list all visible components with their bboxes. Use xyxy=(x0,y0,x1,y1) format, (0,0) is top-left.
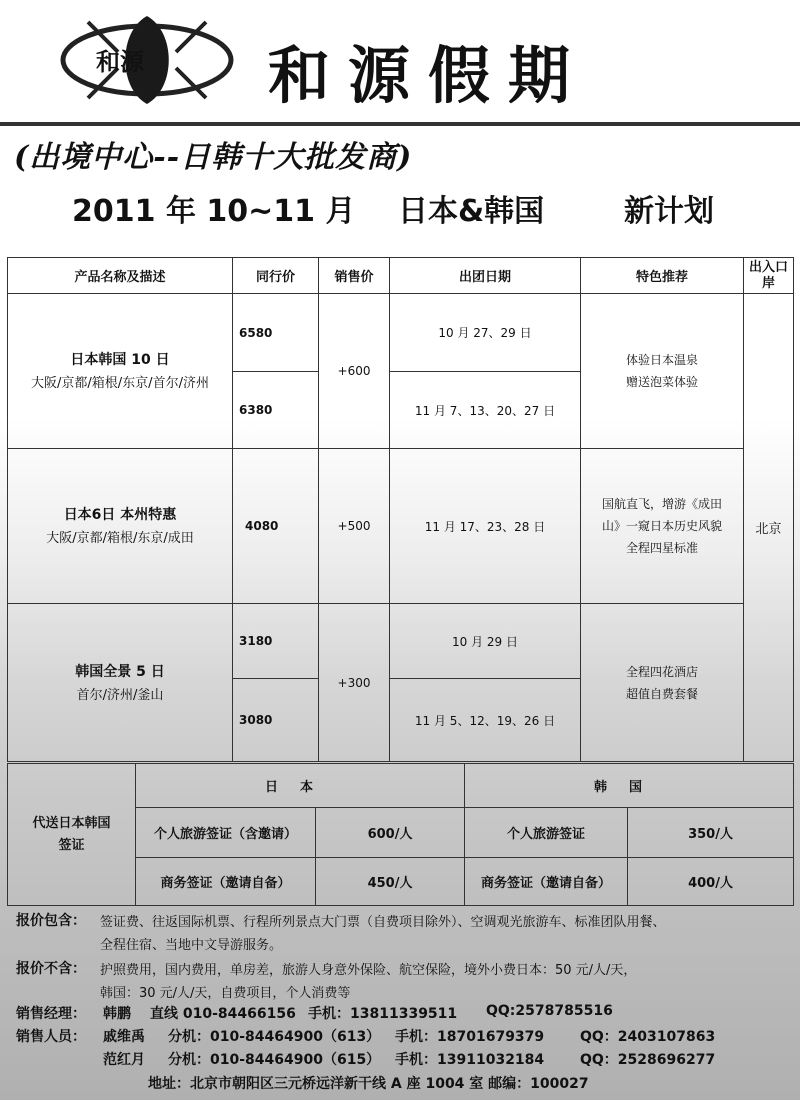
feature-cell xyxy=(581,604,744,762)
feature-line: 全程四星标准 xyxy=(625,541,698,555)
staff-name: 范红月 xyxy=(103,1052,145,1068)
product-name: 日本韩国 10 日 xyxy=(70,352,170,368)
brand-name: 和源假期 xyxy=(268,39,589,112)
product-table xyxy=(7,257,794,762)
visa-table xyxy=(7,763,794,906)
visa-japan-header: 日本 xyxy=(136,764,465,808)
feature-line: 山》一窥日本历史风貌 xyxy=(601,519,722,533)
visa-label xyxy=(8,764,136,906)
staff-ext: 分机：010-84464900（615） xyxy=(168,1052,381,1068)
product-desc: 首尔/济州/釜山 xyxy=(76,687,164,703)
feature-line: 体验日本温泉 xyxy=(625,353,698,367)
departure-date: 10 月 27、29 日 xyxy=(390,294,581,372)
visa-price: 600/人 xyxy=(316,808,465,858)
sale-price: +500 xyxy=(319,449,390,604)
visa-type: 商务签证（邀请自备） xyxy=(136,858,316,906)
col-sale-price: 销售价 xyxy=(319,258,390,294)
col-port: 出入口岸 xyxy=(744,258,794,294)
table-header-row xyxy=(8,258,794,294)
price-excludes-text: 韩国：30 元/人/天，自费项目，个人消费等 xyxy=(100,986,351,1001)
feature-cell xyxy=(581,449,744,604)
feature-line: 赠送泡菜体验 xyxy=(625,375,698,389)
sale-price: +600 xyxy=(319,294,390,449)
product-desc: 大阪/京都/箱根/东京/首尔/济州 xyxy=(31,376,209,391)
staff-mobile: 手机：18701679379 xyxy=(395,1029,545,1045)
departure-date: 11 月 7、13、20、27 日 xyxy=(390,372,581,449)
headline-destination: 日本&韩国 xyxy=(398,194,545,229)
price-includes-label: 报价包含： xyxy=(16,913,86,929)
feature-line: 全程四花酒店 xyxy=(625,664,698,679)
headline-plan: 新计划 xyxy=(624,194,714,229)
visa-price: 450/人 xyxy=(316,858,465,906)
sale-price: +300 xyxy=(319,604,390,762)
product-cell xyxy=(8,294,233,449)
visa-korea-header: 韩国 xyxy=(465,764,794,808)
table-row xyxy=(8,449,794,604)
staff-mobile: 手机：13911032184 xyxy=(395,1052,545,1068)
feature-line: 超值自费套餐 xyxy=(625,686,698,701)
price-includes-text: 全程住宿、当地中文导游服务。 xyxy=(100,938,283,953)
sales-manager-label: 销售经理： xyxy=(16,1006,86,1022)
subtitle: (出境中心--日韩十大批发商) xyxy=(14,140,413,175)
sales-staff-label: 销售人员： xyxy=(16,1029,86,1045)
trade-price: 6580 xyxy=(233,294,319,372)
table-row xyxy=(8,764,794,808)
port-value: 北京 xyxy=(744,294,794,762)
col-departure: 出团日期 xyxy=(390,258,581,294)
trade-price: 3080 xyxy=(233,679,319,762)
header-divider xyxy=(0,122,800,126)
visa-type: 商务签证（邀请自备） xyxy=(465,858,628,906)
col-product: 产品名称及描述 xyxy=(8,258,233,294)
trade-price: 6380 xyxy=(233,372,319,449)
brand-logo xyxy=(58,12,236,108)
departure-date: 11 月 17、23、28 日 xyxy=(390,449,581,604)
staff-name: 戚维禹 xyxy=(103,1029,145,1045)
price-excludes-label: 报价不含： xyxy=(16,961,86,977)
table-row xyxy=(8,294,794,372)
trade-price: 3180 xyxy=(233,604,319,679)
col-features: 特色推荐 xyxy=(581,258,744,294)
visa-type: 个人旅游签证 xyxy=(465,808,628,858)
price-excludes-text: 护照费用，国内费用，单房差，旅游人身意外保险、航空保险，境外小费日本：50 元/人/天， xyxy=(100,963,637,978)
headline-date: 2011 年 10~11 月 xyxy=(72,194,356,229)
sales-manager-qq: QQ:2578785516 xyxy=(486,1003,613,1019)
sales-manager-name: 韩鹏 xyxy=(103,1006,131,1022)
staff-qq: QQ：2403107863 xyxy=(580,1029,716,1045)
col-trade-price: 同行价 xyxy=(233,258,319,294)
trade-price: 4080 xyxy=(233,449,319,604)
price-includes-text: 签证费、往返国际机票、行程所列景点大门票（自费项目除外）、空调观光旅游车、标准团队用餐、 xyxy=(100,915,666,930)
sales-manager-direct: 直线 010-84466156 xyxy=(150,1006,296,1022)
staff-qq: QQ：2528696277 xyxy=(580,1052,716,1068)
product-name: 韩国全景 5 日 xyxy=(75,663,165,680)
feature-cell xyxy=(581,294,744,449)
visa-price: 350/人 xyxy=(628,808,794,858)
staff-ext: 分机：010-84464900（613） xyxy=(168,1029,381,1045)
table-row xyxy=(8,604,794,679)
product-cell xyxy=(8,449,233,604)
visa-price: 400/人 xyxy=(628,858,794,906)
departure-date: 10 月 29 日 xyxy=(390,604,581,679)
address: 地址：北京市朝阳区三元桥远洋新干线 A 座 1004 室 邮编：100027 xyxy=(148,1076,589,1092)
product-desc: 大阪/京都/箱根/东京/成田 xyxy=(46,531,194,546)
visa-label-line: 签证 xyxy=(58,837,85,853)
visa-type: 个人旅游签证（含邀请） xyxy=(136,808,316,858)
product-cell xyxy=(8,604,233,762)
visa-label-line: 代送日本韩国 xyxy=(32,815,111,831)
departure-date: 11 月 5、12、19、26 日 xyxy=(390,679,581,762)
feature-line: 国航直飞，增游《成田 xyxy=(601,497,722,511)
sales-manager-mobile: 手机：13811339511 xyxy=(308,1006,458,1022)
product-name: 日本6日 本州特惠 xyxy=(63,507,177,523)
logo-text: 和源 xyxy=(96,48,144,76)
